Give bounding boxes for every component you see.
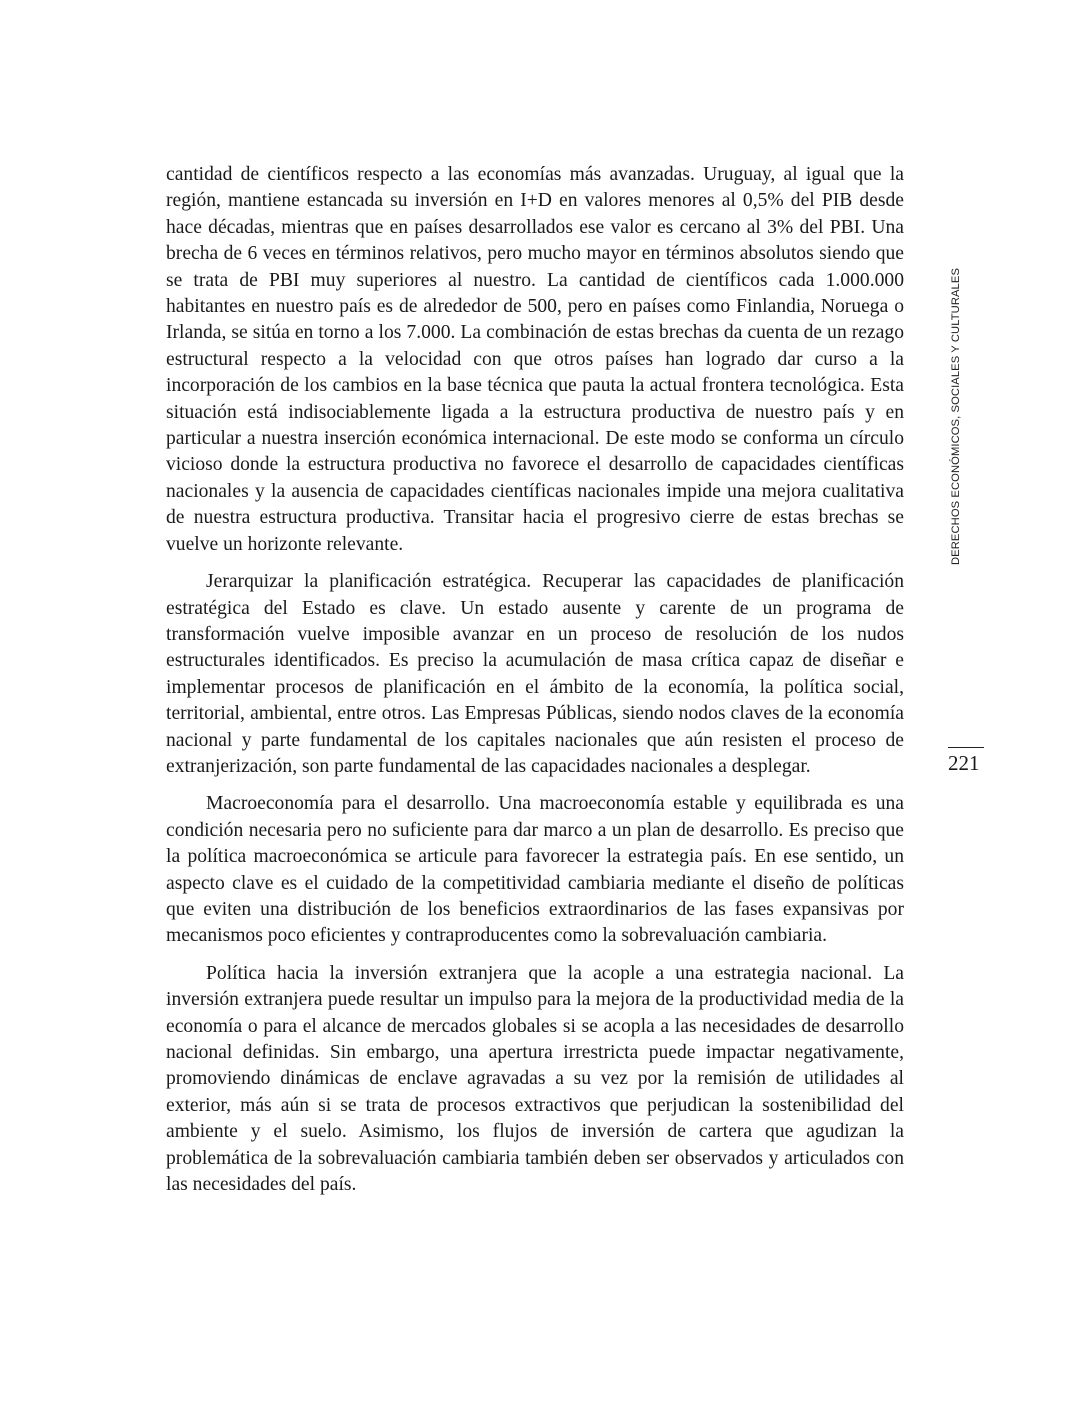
page-number-rule <box>948 747 984 748</box>
body-text <box>166 162 904 1209</box>
running-head: DERECHOS ECONÓMICOS, SOCIALES Y CULTURALES <box>950 267 962 565</box>
paragraph-foreign-investment: Política hacia la inversión extranjera que la acople a una estrategia nacional. La inversión extranjera puede resultar un impulso para la mejora de la productividad media de la economía o para el alcance de mercados globales si se acopla a las necesidades de desarrollo nacional definidas. Sin embargo, una apertura irrestricta puede impactar negativamente, promoviendo dinámicas de enclave agravadas a su vez por la remisión de utilidades al exterior, más aún si se trata de procesos extractivos que perjudican la sostenibilidad del ambiente y el suelo. Asimismo, los flujos de inversión de cartera que agudizan la problemática de la sobrevaluación cambiaria también deben ser observados y articulados con las necesidades del país. <box>166 962 904 1196</box>
paragraph-science-gap: cantidad de científicos respecto a las economías más avanzadas. Uruguay, al igual que la región, mantiene estancada su inversión en I+D en valores menores al 0,5% del PIB desde hace décadas, mientras que en países desarrollados ese valor es cercano al 3% del PBI. Una brecha de 6 veces en términos relativos, pero mucho mayor en términos absolutos siendo que se trata de PBI muy superiores al nuestro. La cantidad de científicos cada 1.000.000 habitantes en nuestro país es de alrededor de 500, pero en países como Finlandia, Noruega o Irlanda, se sitúa en torno a los 7.000. La combinación de estas brechas da cuenta de un rezago estructural respecto a la velocidad con que otros países han logrado dar curso a la incorporación de los cambios en la base técnica que pauta la actual frontera tecnológica. Esta situación está indisociablemente ligada a la estructura productiva de nuestro país y en particular a nuestra inserción económica internacional. De este modo se conforma un círculo vicioso donde la estructura productiva no favorece el desarrollo de capacidades científicas nacionales y la ausencia de capacidades científicas nacionales impide una mejora cualitativa de nuestra estructura productiva. Transitar hacia el progresivo cierre de estas brechas se vuelve un horizonte relevante. <box>166 164 904 555</box>
paragraph-strategic-planning: Jerarquizar la planificación estratégica. Recuperar las capacidades de planificación estratégica del Estado es clave. Un estado ausente y carente de un programa de transformación vuelve imposible avanzar en un proceso de resolución de los nudos estructurales identificados. Es preciso la acumulación de masa crítica capaz de diseñar e implementar procesos de planificación en el ámbito de la economía, la política social, territorial, ambiental, entre otros. Las Empresas Públicas, siendo nodos claves de la economía nacional y parte fundamental de los capitales nacionales que aún resisten el proceso de extranjerización, son parte fundamental de las capacidades nacionales a desplegar. <box>166 571 904 777</box>
paragraph-macroeconomy: Macroeconomía para el desarrollo. Una macroeconomía estable y equilibrada es una condición necesaria pero no suficiente para dar marco a un plan de desarrollo. Es preciso que la política macroeconómica se articule para favorecer la estrategia país. En ese sentido, un aspecto clave es el cuidado de la competitividad cambiaria mediante el diseño de políticas que eviten una distribución de los beneficios extraordinarios de las fases expansivas por mecanismos poco eficientes y contraproducentes como la sobrevaluación cambiaria. <box>166 793 904 947</box>
page-number: 221 <box>948 751 980 775</box>
